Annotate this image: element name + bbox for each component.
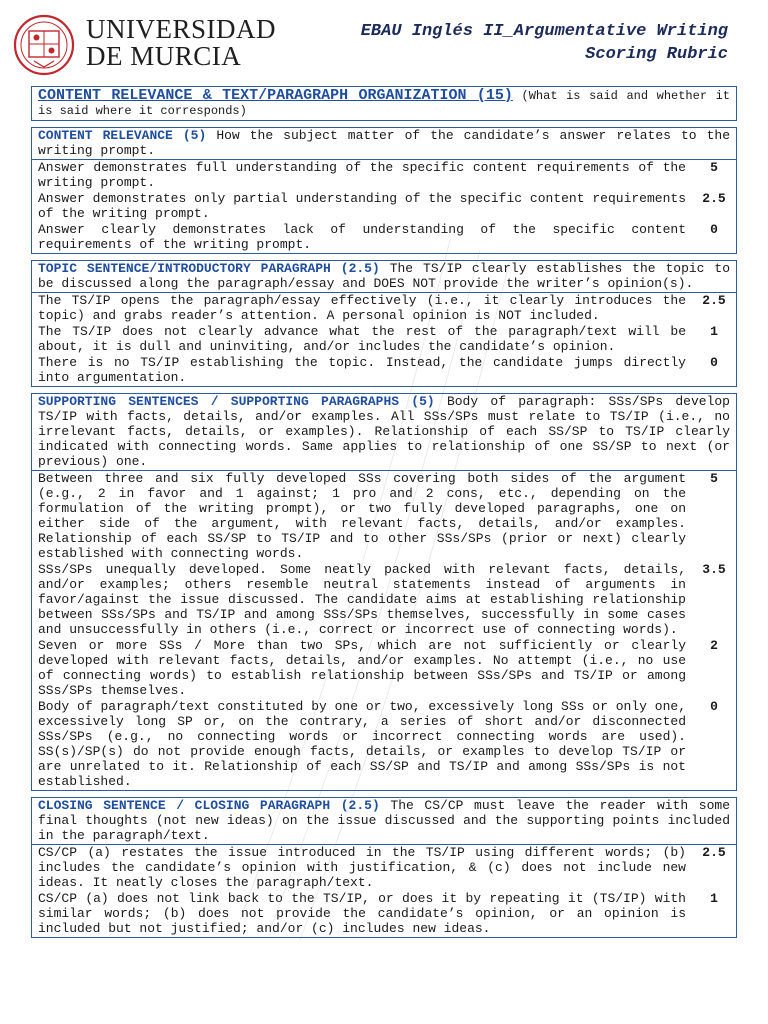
criterion-score: 1	[710, 891, 718, 906]
main-heading-box	[31, 86, 737, 121]
criterion-score: 0	[710, 355, 718, 370]
section-header	[32, 798, 736, 844]
criteria-block	[32, 844, 736, 937]
criterion-text: SSs/SPs unequally developed. Some neatly packed with relevant facts, details, and/or examples; others resemble neutral statements instead of arguments in favor/against the issue discussed. The candidate aims at establishing relationship between SSs/SPs and TS/IP and among SSs/SPs themselves, successfully in some cases and unsuccessfully in others (i.e., correct or incorrect use of connecting words).	[38, 562, 686, 637]
page-header	[0, 0, 768, 80]
criterion-score: 5	[710, 160, 718, 175]
document-title-line2: Scoring Rubric	[585, 45, 728, 64]
section-description	[32, 261, 736, 292]
criterion-text: Between three and six fully developed SSs covering both sides of the argument (e.g., 2 in favor and 1 against; 1 pro and 2 cons, etc., depending on the formulation of the writing prompt), or two fully developed paragraphs, one on either side of the argument, with relevant facts, details, and/or examples. Relationship of each SS/SP to TS/IP and to other SSs/SPs (prior or next) clearly established with connecting words.	[38, 471, 686, 561]
criterion-score: 3.5	[702, 562, 726, 577]
section-header	[32, 394, 736, 470]
section-title: TOPIC SENTENCE/INTRODUCTORY PARAGRAPH (2.5)	[38, 261, 380, 276]
university-name	[86, 16, 276, 70]
criterion-row	[32, 638, 736, 699]
document-title-line1: EBAU Inglés II_Argumentative Writing	[360, 22, 728, 41]
criterion-text: The TS/IP opens the paragraph/essay effectively (i.e., it clearly introduces the topic) and grabs reader’s attention. A personal opinion is NOT included.	[38, 293, 686, 323]
section-description-text: The TS/IP clearly establishes the topic to be discussed along the paragraph/essay and DOES NOT provide the writer’s opinion(s).	[38, 261, 730, 291]
criterion-score: 2.5	[702, 845, 726, 860]
criterion-row	[32, 355, 736, 386]
criterion-row	[32, 845, 736, 891]
section-topic-sentence	[31, 260, 737, 387]
criterion-text: Answer demonstrates only partial understanding of the specific content requirements of the writing prompt.	[38, 191, 686, 221]
section-description	[32, 128, 736, 159]
main-heading-note: (What is said and whether it is said where it corresponds)	[38, 89, 731, 118]
section-title: CLOSING SENTENCE / CLOSING PARAGRAPH (2.5)	[38, 798, 380, 813]
criterion-text: There is no TS/IP establishing the topic. Instead, the candidate jumps directly into argumentation.	[38, 355, 686, 385]
criterion-score: 2.5	[702, 191, 726, 206]
criterion-row	[32, 891, 736, 937]
university-seal-icon	[13, 14, 75, 76]
criterion-row	[32, 699, 736, 790]
university-name-line2: DE MURCIA	[86, 41, 242, 71]
criterion-text: Answer demonstrates full understanding of the specific content requirements of the writing prompt.	[38, 160, 686, 190]
criterion-row	[32, 562, 736, 638]
section-description	[32, 798, 736, 844]
section-title: SUPPORTING SENTENCES / SUPPORTING PARAGRAPHS (5)	[38, 394, 435, 409]
criterion-row	[32, 324, 736, 355]
section-description	[32, 394, 736, 470]
criterion-text: Seven or more SSs / More than two SPs, which are not sufficiently or clearly developed with relevant facts, details, and/or examples. No attempt (i.e., no use of connecting words) to establish relationship between SSs/SPs and TS/IP or among SSs/SPs themselves.	[38, 638, 686, 698]
criterion-score: 5	[710, 471, 718, 486]
section-description-text: The CS/CP must leave the reader with some final thoughts (not new ideas) on the issue discussed and the supporting points included in the paragraph/text.	[38, 798, 730, 843]
criterion-score: 2	[710, 638, 718, 653]
criterion-row	[32, 293, 736, 324]
criterion-row	[32, 222, 736, 253]
criteria-block	[32, 292, 736, 386]
section-supporting-sentences	[31, 393, 737, 791]
main-heading	[32, 87, 736, 120]
criterion-text: CS/CP (a) restates the issue introduced in the TS/IP using different words; (b) includes the candidate’s opinion with justification, & (c) does not include new ideas. It neatly closes the paragraph/text.	[38, 845, 686, 890]
section-title: CONTENT RELEVANCE (5)	[38, 128, 207, 143]
criterion-score: 2.5	[702, 293, 726, 308]
criterion-text: Answer clearly demonstrates lack of understanding of the specific content requirements of the writing prompt.	[38, 222, 686, 252]
main-heading-title: CONTENT RELEVANCE & TEXT/PARAGRAPH ORGANIZATION (15)	[38, 87, 513, 104]
criterion-score: 0	[710, 222, 718, 237]
criterion-text: The TS/IP does not clearly advance what the rest of the paragraph/text will be about, it is dull and uninviting, and/or includes the candidate’s opinion.	[38, 324, 686, 354]
university-name-line1: UNIVERSIDAD	[86, 14, 276, 44]
section-header	[32, 261, 736, 292]
criterion-score: 1	[710, 324, 718, 339]
criterion-row	[32, 191, 736, 222]
criterion-score: 0	[710, 699, 718, 714]
section-closing-sentence	[31, 797, 737, 938]
criteria-block	[32, 470, 736, 790]
section-header	[32, 128, 736, 159]
rubric-sheet	[31, 86, 737, 944]
criterion-row	[32, 160, 736, 191]
section-description-text: Body of paragraph: SSs/SPs develop TS/IP with facts, details, and/or examples. All SSs/SPs must relate to TS/IP (i.e., no irrelevant facts, details, or examples). Relationship of each SS/SP to TS/IP clearly indicated with connecting words. Same applies to relationship of one SS/SP to next (or previous) one.	[38, 394, 730, 469]
criterion-text: CS/CP (a) does not link back to the TS/IP, or does it by repeating it (TS/IP) with similar words; (b) does not provide the candidate’s opinion, or an opinion is included but not justified; and/or (c) includes new ideas.	[38, 891, 686, 936]
section-content-relevance	[31, 127, 737, 254]
criteria-block	[32, 159, 736, 253]
criterion-row	[32, 471, 736, 562]
criterion-text: Body of paragraph/text constituted by one or two, excessively long SSs or only one, excessively long SP or, on the contrary, a series of short and/or disconnected SSs/SPs (e.g., no connecting words or incorrect connecting words are used). SS(s)/SP(s) do not provide enough facts, details, or examples to develop TS/IP or are unrelated to it. Relationship of each SS/SP and TS/IP and among SSs/SPs is not established.	[38, 699, 686, 789]
document-title	[361, 20, 728, 66]
section-description-text: How the subject matter of the candidate’s answer relates to the writing prompt.	[38, 128, 731, 158]
